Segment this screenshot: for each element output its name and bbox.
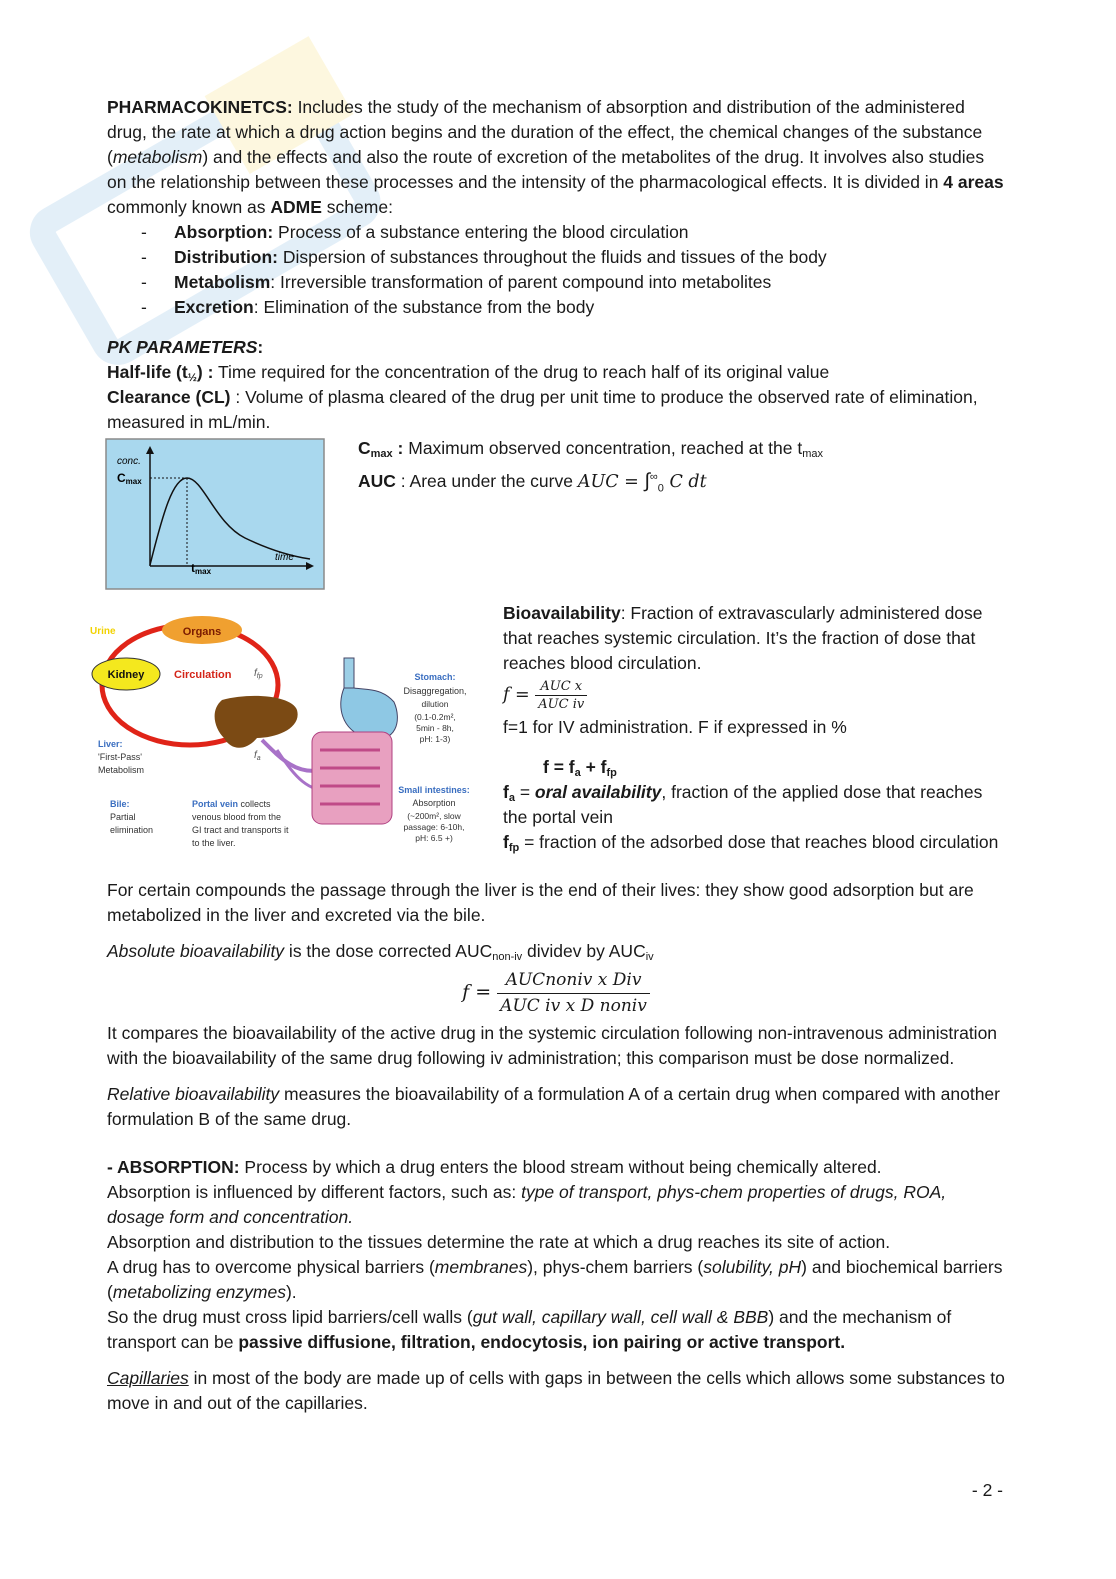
svg-text:passage: 6-10h,: passage: 6-10h, — [403, 822, 465, 832]
circulation-label: Circulation — [174, 669, 232, 681]
x-axis-label: time — [275, 552, 294, 563]
svg-text:dilution: dilution — [421, 699, 449, 709]
liver-shape — [215, 696, 298, 748]
svg-text:Small intestines:: Small intestines: — [398, 785, 470, 795]
lower-body-text: For certain compounds the passage through the liver is the end of their lives: they show good adsorption but are metabolized in the liver and excreted via the bile. Absolute bioavailability is the dose corrected $AUC_{non-iv}$ dividev by $AUC_{iv}$ f = $\frac{\text{AUCnoniv x Div}}{\text{AUC iv x D noniv}}$ It compares the bioavailability of the active drug in the systemic circulation following non-intravenous administration with the bioavailability of the same drug following iv administration; this comparison must be dose normalized. Relative bioavailability measures the bioavailability of a formulation A of a certain drug when compared with another formulation B of the same drug. - ABSORPTION: Process by which a drug enters the blood stream without being chemically altered. Absorption is influenced by different factors, such as: type of transport, phys-chem properties of drugs, ROA, dosage form and concentration. Absorption and distribution to the tissues determine the rate at which a drug reaches its site of action. A drug has to overcome physical barriers (membranes), phys-chem barriers (solubility, pH) and biochemical barriers (metabolizing enzymes). So the drug must cross lipid barriers/cell walls (gut wall, capillary wall, cell wall & BBB) and the mechanism of transport can be passive diffusione, filtration, endocytosis, ion pairing or active transport. Capillaries in most of the body are made up of cells with gaps in between the cells which allows some substances to move in and out of the capillaries. — [107, 878, 1007, 1416]
svg-text:Portal vein collects: Portal vein collects — [192, 799, 271, 809]
adme-list — [107, 220, 1007, 320]
svg-text:GI tract and transports it: GI tract and transports it — [192, 825, 289, 835]
svg-text:elimination: elimination — [110, 825, 154, 835]
svg-text:fa: $f_a$ — [254, 750, 261, 762]
urine-label: Urine — [90, 626, 116, 637]
svg-text:Absorption: Absorption — [412, 798, 456, 808]
svg-text:ffp: $f_{fp}$ — [254, 668, 263, 680]
svg-text:pH: 6.5 +): pH: 6.5 +) — [415, 833, 453, 843]
svg-text:Liver:: Liver: — [98, 739, 123, 749]
svg-text:to the liver.: to the liver. — [192, 838, 236, 848]
intro-paragraph: PHARMACOKINETCS: Includes the study of the mechanism of absorption and distribution of the administered drug, the rate at which a drug action begins and the duration of the effect, the chemical changes of the substance (metabolism) and the effects and also the route of excretion of the metabolites of the drug. It involves also studies on the relationship between these processes and the intensity of the pharmacological effects. It is divided in 4 areas commonly known as ADME scheme: - Absorption: Process of a substance entering the blood circulation - Distribution: Dispersion of substances throughout the fluids and tissues of the body - Metabolism: Irreversible transformation of parent compound into metabolites - Excretion: Elimination of the substance from the body — [107, 95, 1007, 320]
svg-text:Stomach:: Stomach: — [414, 672, 456, 682]
svg-text:Partial: Partial — [110, 812, 136, 822]
svg-text:(0.1-0.2m²,: (0.1-0.2m², — [414, 712, 456, 722]
svg-text:pH: 1-3): pH: 1-3) — [419, 734, 451, 744]
svg-text:Bile:: Bile: — [110, 799, 130, 809]
page-number: - 2 - — [971, 1480, 1003, 1500]
svg-text:venous blood from the: venous blood from the — [192, 812, 282, 822]
list-item: - Absorption: Process of a substance entering the blood circulation — [107, 220, 1007, 245]
bioavailability-definition: Bioavailability: Fraction of extravascularly administered dose that reaches systemic circulation. It’s the fraction of dose that reaches blood circulation. f = $\frac{\text{AUC x}}{\text{AUC iv}}$ f=1 for IV administration. F if expressed in % $f = f_a + f_{fp}$ $f_a$ = oral availability, fraction of the applied dose that reaches the portal vein $f_{fp}$ = fraction of the adsorbed dose that reaches blood circulation — [503, 601, 1003, 855]
tmax-label: tmax — [191, 561, 212, 576]
conc-time-curve-figure — [105, 438, 325, 590]
svg-text:Metabolism: Metabolism — [98, 765, 145, 775]
list-item: - Excretion: Elimination of the substance from the body — [107, 295, 1007, 320]
pk-parameters: PK PARAMETERS: Half-life $(t_{\frac{1}{2}})$ : Time required for the concentration of the drug to reach half of its original value Clearance (CL) : Volume of plasma cleared of the drug per unit time to produce the observed rate of elimination, measured in mL/min. — [107, 337, 978, 432]
svg-text:Kidney: Kidney — [107, 669, 145, 681]
svg-text:Disaggregation,: Disaggregation, — [403, 686, 467, 696]
cmax-auc-definitions: $C_{max}$ : Maximum observed concentration, reached at the $t_{max}$ AUC : Area under the curve AUC = $\int^\infty_0$ C dt — [358, 438, 823, 495]
bioavailability-formula: f = $\frac{\text{AUC x}}{\text{AUC iv}}$ — [503, 678, 1003, 713]
svg-text:'First-Pass': 'First-Pass' — [98, 752, 142, 762]
list-item: - Metabolism: Irreversible transformation of parent compound into metabolites — [107, 270, 1007, 295]
svg-text:5min - 8h,: 5min - 8h, — [416, 723, 454, 733]
cmax-label: Cmax — [117, 471, 142, 486]
y-axis-label: conc. — [117, 456, 141, 467]
circulation-diagram — [82, 610, 487, 860]
list-item: - Distribution: Dispersion of substances throughout the fluids and tissues of the body — [107, 245, 1007, 270]
svg-text:(~200m², slow: (~200m², slow — [407, 811, 461, 821]
svg-text:Organs: Organs — [182, 626, 222, 638]
absolute-bioavailability-formula: f = $\frac{\text{AUCnoniv x Div}}{\text{AUC iv x D noniv}}$ — [107, 968, 1007, 1019]
